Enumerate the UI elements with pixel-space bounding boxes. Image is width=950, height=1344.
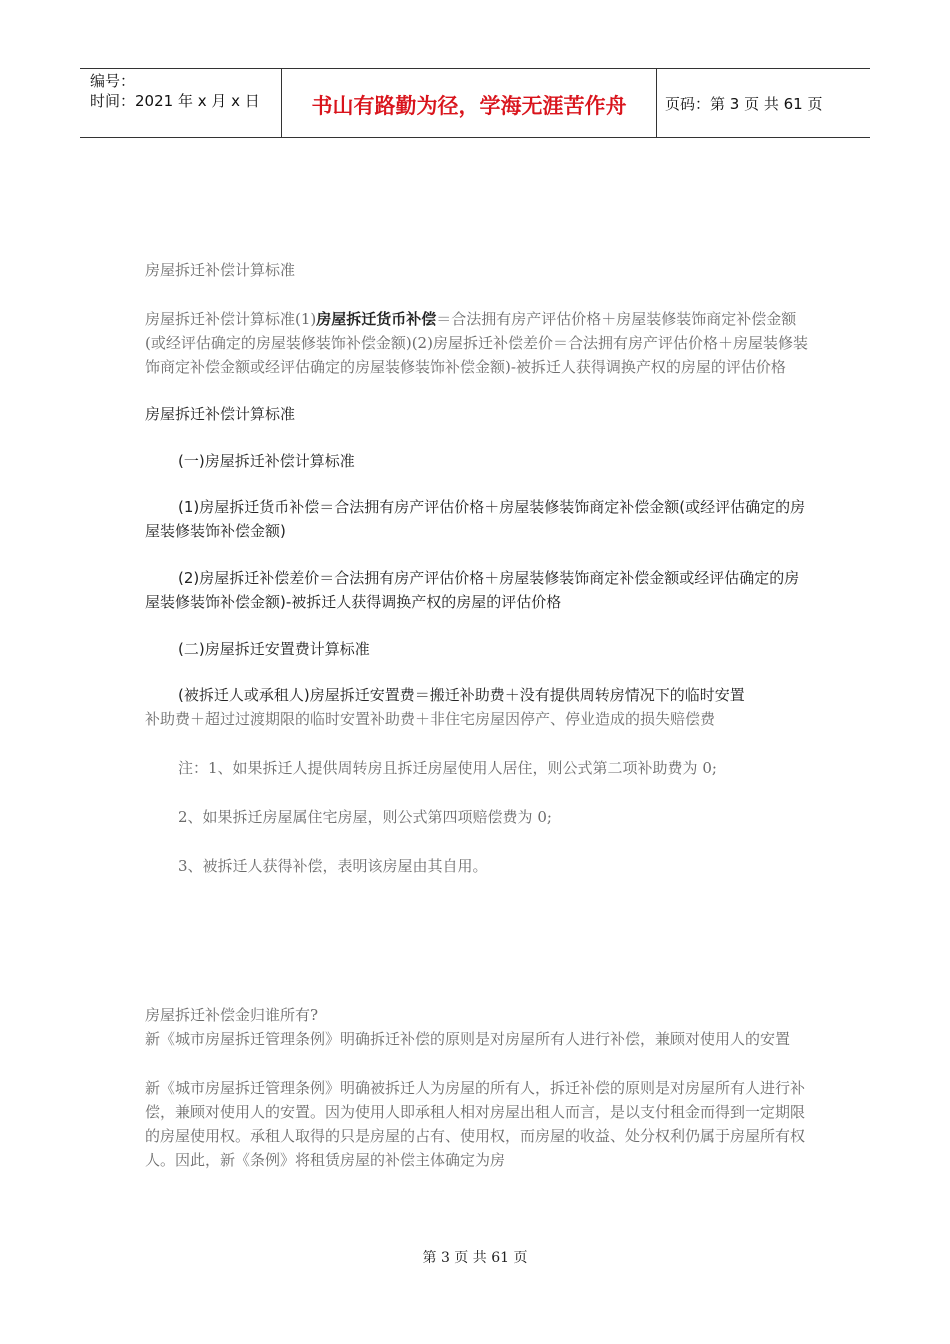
document-date: 时间：2021 年 x 月 x 日 [90, 92, 260, 110]
resettlement-formula-line2: 补助费＋超过过渡期限的临时安置补助费＋非住宅房屋因停产、停业造成的损失赔偿费 [145, 710, 716, 728]
header-page-info: 页码：第 3 页 共 61 页 [665, 94, 823, 113]
section-heading: 房屋拆迁补偿计算标准 [145, 405, 296, 423]
article2-title: 房屋拆迁补偿金归谁所有? [145, 1006, 319, 1024]
header-left-cell [80, 69, 281, 137]
note-1: 注：1、如果拆迁人提供周转房且拆迁房屋使用人居住，则公式第二项补助费为 0; [178, 759, 717, 777]
resettlement-formula [145, 683, 810, 731]
document-number-label: 编号： [90, 72, 136, 90]
intro-bold-term: 房屋拆迁货币补偿 [316, 310, 437, 328]
subsection-compensation-heading: (一)房屋拆迁补偿计算标准 [178, 452, 355, 470]
header-motto: 书山有路勤为径，学海无涯苦作舟 [281, 69, 657, 137]
formula-item-1: (1)房屋拆迁货币补偿＝合法拥有房产评估价格＋房屋装修装饰商定补偿金额(或经评估确定的房屋装修装饰补偿金额) [145, 498, 806, 540]
resettlement-formula-line1: (被拆迁人或承租人)房屋拆迁安置费＝搬迁补助费＋没有提供周转房情况下的临时安置 [178, 686, 745, 704]
intro-text-start: 房屋拆迁补偿计算标准(1) [145, 310, 317, 328]
article2-summary: 新《城市房屋拆迁管理条例》明确拆迁补偿的原则是对房屋所有人进行补偿，兼顾对使用人的安置 [145, 1030, 791, 1048]
intro-text-rest: ＝合法拥有房产评估价格＋房屋装修装饰商定补偿金额(或经评估确定的房屋装修装饰补偿金额)(2)房屋拆迁补偿差价＝合法拥有房产评估价格＋房屋装修装饰商定补偿金额或经评估确定的房屋装修装饰补偿金额)-被拆迁人获得调换产权的房屋的评估价格 [145, 310, 808, 376]
article-intro-paragraph [145, 307, 810, 379]
document-header [80, 68, 870, 138]
formula-item-2: (2)房屋拆迁补偿差价＝合法拥有房产评估价格＋房屋装修装饰商定补偿金额或经评估确定的房屋装修装饰补偿金额)-被拆迁人获得调换产权的房屋的评估价格 [145, 569, 800, 611]
note-3: 3、被拆迁人获得补偿，表明该房屋由其自用。 [178, 857, 488, 875]
subsection-resettlement-heading: (二)房屋拆迁安置费计算标准 [178, 640, 370, 658]
article-title: 房屋拆迁补偿计算标准 [145, 261, 296, 279]
page-footer: 第 3 页 共 61 页 [422, 1250, 528, 1266]
article2-body: 新《城市房屋拆迁管理条例》明确被拆迁人为房屋的所有人，拆迁补偿的原则是对房屋所有人进行补偿，兼顾对使用人的安置。因为使用人即承租人相对房屋出租人而言，是以支付租金而得到一定期限的房屋使用权。承租人取得的只是房屋的占有、使用权，而房屋的收益、处分权利仍属于房屋所有权人。因此，新《条例》将租赁房屋的补偿主体确定为房 [145, 1079, 806, 1169]
note-2: 2、如果拆迁房屋属住宅房屋，则公式第四项赔偿费为 0; [178, 808, 552, 826]
document-body [145, 258, 810, 1172]
